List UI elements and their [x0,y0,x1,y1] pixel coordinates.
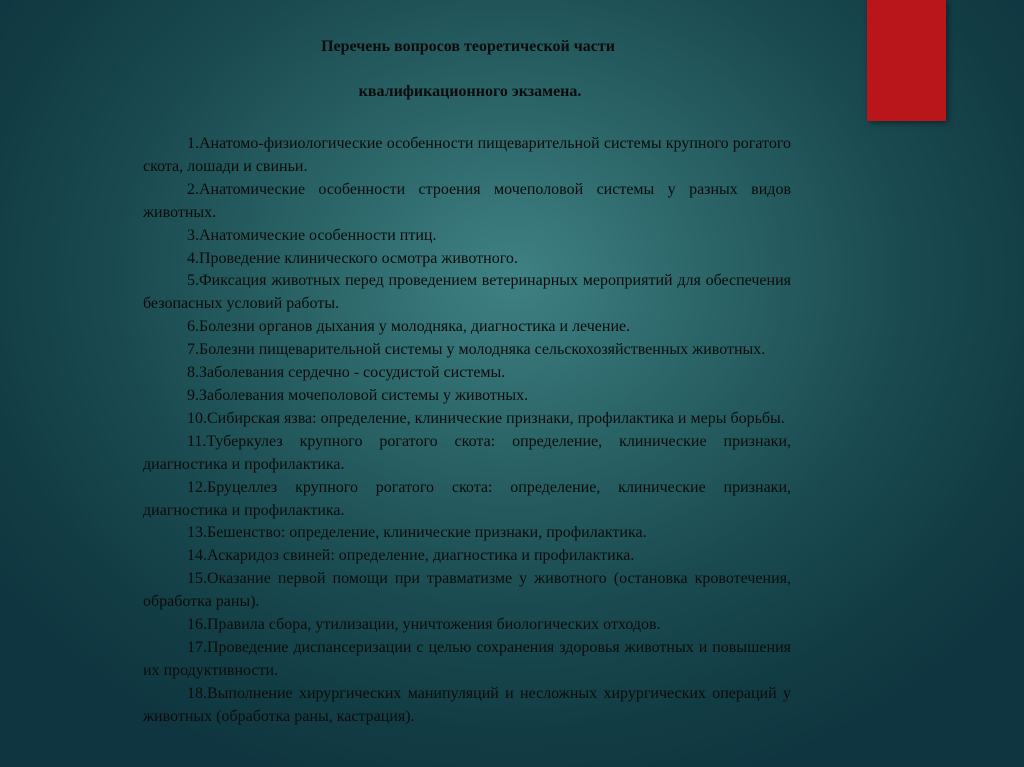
page-title: Перечень вопросов теоретической части [321,38,615,55]
item-number: 6. [187,318,199,336]
item-text: Анатомические особенности строения мочеполовой системы у разных видов животных. [143,180,791,221]
item-text: Выполнение хирургических манипуляций и несложных хирургических операций у животных (обработка раны, кастрация). [143,684,791,725]
item-text: Оказание первой помощи при травматизме у животного (остановка кровотечения, обработка раны). [143,570,791,611]
list-item [143,431,791,477]
list-item [143,545,791,568]
item-number: 1. [187,135,199,152]
list-item [143,316,791,339]
item-number: 14. [187,547,207,565]
item-number: 8. [187,364,199,382]
item-number: 18. [187,684,207,702]
item-text: Заболевания мочеполовой системы у животных. [199,386,529,404]
list-item [143,362,791,385]
question-list [143,133,791,729]
item-number: 5. [187,272,199,290]
item-number: 2. [187,180,199,198]
list-item [143,408,791,431]
item-text: Болезни органов дыхания у молодняка, диагностика и лечение. [199,318,631,336]
list-item [143,568,791,614]
item-text: Фиксация животных перед проведением ветеринарных мероприятий для обеспечения безопасных условий работы. [143,272,791,313]
list-item [143,385,791,408]
list-item [143,225,791,248]
list-item [143,133,791,179]
item-number: 12. [187,478,207,496]
item-text: Правила сбора, утилизации, уничтожения биологических отходов. [207,616,661,634]
list-item [143,248,791,271]
list-item [143,339,791,362]
list-item [143,477,791,523]
item-text: Анатомо-физиологические особенности пищеварительной системы крупного рогатого скота, лошади и свиньи. [143,135,791,175]
item-number: 11. [187,432,207,450]
item-number: 7. [187,341,199,359]
item-text: Сибирская язва: определение, клинические признаки, профилактика и меры борьбы. [207,409,785,427]
item-number: 3. [187,226,199,244]
item-text: Анатомические особенности птиц. [199,226,437,244]
item-text: Туберкулез крупного рогатого скота: определение, клинические признаки, диагностика и профилактика. [143,432,791,473]
item-number: 4. [187,249,199,267]
list-item [143,614,791,637]
item-text: Аскаридоз свиней: определение, диагностика и профилактика. [207,547,635,565]
item-number: 17. [187,638,207,656]
item-text: Бруцеллез крупного рогатого скота: определение, клинические признаки, диагностика и профилактика. [143,478,791,519]
list-item [143,522,791,545]
page-subtitle: квалификационного экзамена. [358,83,582,100]
item-number: 16. [187,616,207,634]
list-item [143,179,791,225]
item-number: 15. [187,570,207,588]
item-number: 13. [187,524,207,542]
red-accent-block [867,0,946,121]
item-text: Проведение клинического осмотра животного. [199,249,518,267]
list-item [143,637,791,683]
list-item [143,683,791,729]
item-text: Бешенство: определение, клинические признаки, профилактика. [207,524,647,542]
item-text: Проведение диспансеризации с целью сохранения здоровья животных и повышения их продуктивности. [143,638,791,679]
item-number: 9. [187,386,199,404]
item-number: 10. [187,409,207,427]
list-item [143,270,791,316]
item-text: Болезни пищеварительной системы у молодняка сельскохозяйственных животных. [199,341,766,359]
item-text: Заболевания сердечно - сосудистой системы. [199,364,506,382]
